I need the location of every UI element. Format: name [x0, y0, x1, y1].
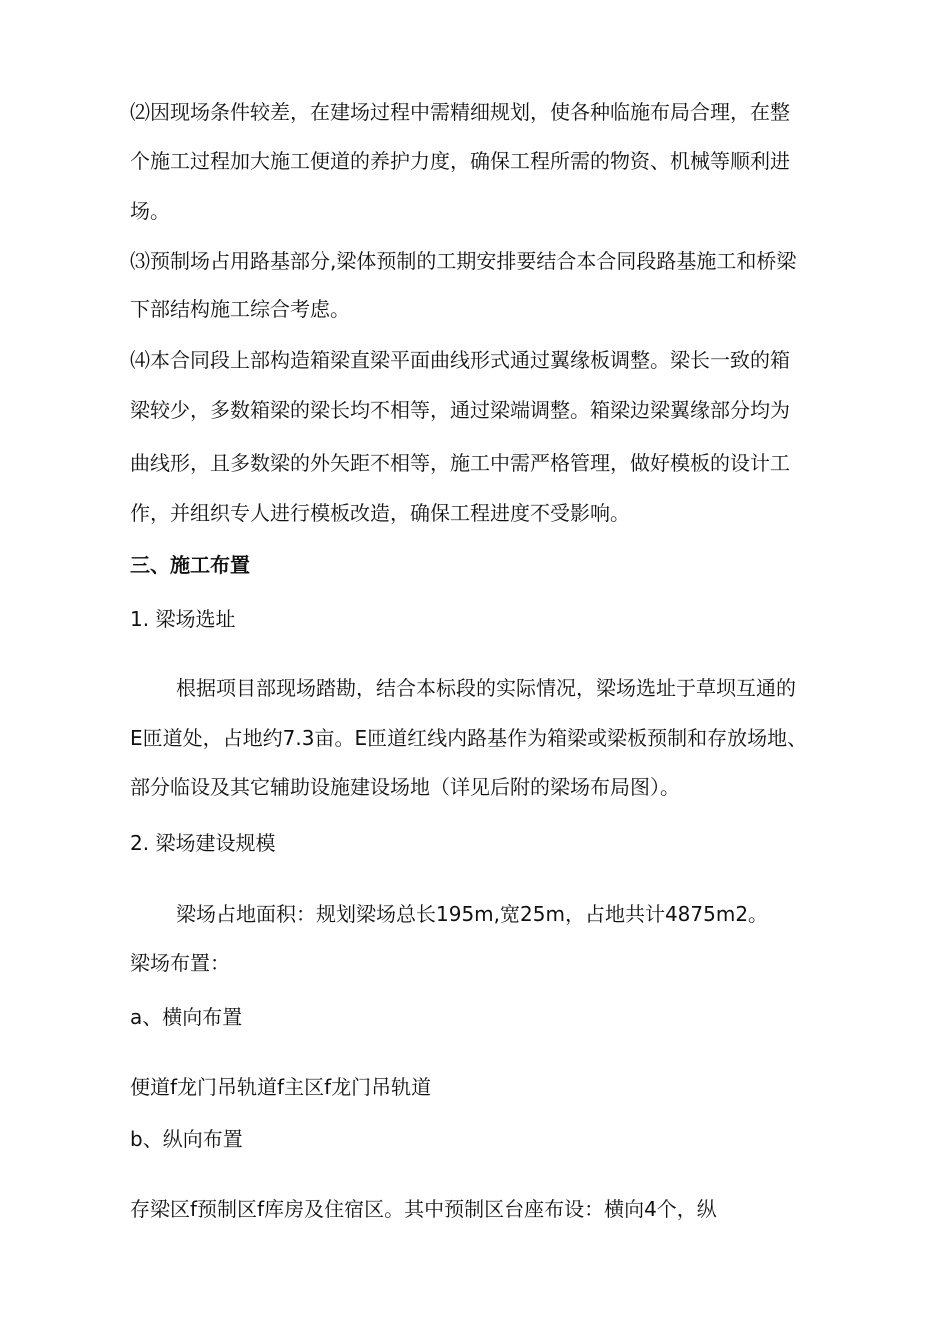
- section-heading: 三、施工布置: [130, 553, 250, 577]
- paragraph-line: 个施工过程加大施工便道的养护力度，确保工程所需的物资、机械等顺利进: [130, 149, 790, 173]
- paragraph-line: 部分临设及其它辅助设施建设场地（详见后附的梁场布局图）。: [130, 775, 680, 799]
- paragraph-line: 下部结构施工综合考虑。: [130, 297, 350, 321]
- paragraph-line: ⑵因现场条件较差，在建场过程中需精细规划，使各种临施布局合理，在整: [130, 100, 790, 124]
- paragraph-line: 梁场布置：: [130, 951, 230, 975]
- paragraph-line: 根据项目部现场踏勘，结合本标段的实际情况，梁场选址于草坝互通的: [176, 676, 796, 700]
- list-label: a、横向布置: [130, 1005, 243, 1029]
- subsection-heading: 1. 梁场选址: [130, 607, 236, 631]
- paragraph-line: 便道f龙门吊轨道f主区f龙门吊轨道: [130, 1075, 432, 1099]
- paragraph-line: 梁较少，多数箱梁的梁长均不相等，通过梁端调整。箱梁边梁翼缘部分均为: [130, 398, 790, 422]
- paragraph-line: 存梁区f预制区f库房及住宿区。其中预制区台座布设：横向4个，纵: [130, 1197, 717, 1221]
- paragraph-line: ⑷本合同段上部构造箱梁直梁平面曲线形式通过翼缘板调整。梁长一致的箱: [130, 348, 790, 372]
- paragraph-line: ⑶预制场占用路基部分,梁体预制的工期安排要结合本合同段路基施工和桥梁: [130, 249, 797, 273]
- list-label: b、纵向布置: [130, 1127, 243, 1151]
- paragraph-line: 梁场占地面积：规划梁场总长195m,宽25m，占地共计4875m2。: [176, 902, 769, 926]
- subsection-heading: 2. 梁场建设规模: [130, 831, 276, 855]
- paragraph-line: 场。: [130, 199, 170, 223]
- paragraph-line: E匝道处，占地约7.3亩。E匝道红线内路基作为箱梁或梁板预制和存放场地、: [130, 726, 808, 750]
- paragraph-line: 曲线形，且多数梁的外矢距不相等，施工中需严格管理，做好模板的设计工: [130, 451, 790, 475]
- paragraph-line: 作，并组织专人进行模板改造，确保工程进度不受影响。: [130, 501, 630, 525]
